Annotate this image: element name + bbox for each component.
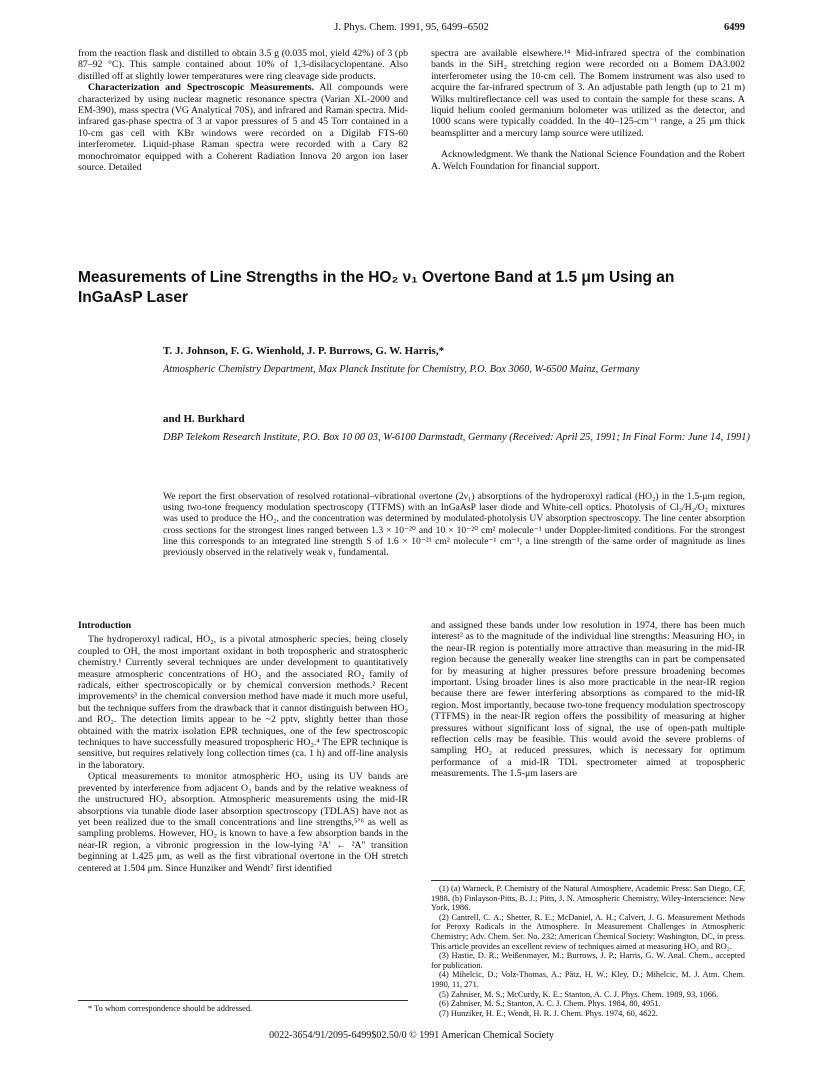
intro-paragraph-1: The hydroperoxyl radical, HO₂, is a pivotal atmospheric species, being closely coupled to OH, the most important oxidant in both tropospheric and stratospheric chemistry.¹ Currently several techniques are under development to quantitatively measure atmospheric concentrations of HO₂ and the associated RO₂ family of radicals, either spectroscopically or by chemical conversion methods.² Recent improvements³ in the chemical conversion method have made it much more useful, but the technique suffers from the drawback that it cannot distinguish between HO₂ and RO₂. The detection limits appear to be ~2 pptv, slightly better than those obtained with the matrix isolation EPR techniques, one of the few spectroscopic techniques to have successfully measured tropospheric HO₂.⁴ The EPR technique is sensitive, but requires relatively long collection times (ca. 1 h) and off-line analysis in the laboratory.	[78, 634, 408, 771]
title-line-1: Measurements of Line Strengths in the HO₂ ν₁ Overtone Band at 1.5 μm Using an	[78, 269, 675, 286]
reference-item: (6) Zahniser, M. S.; Stanton, A. C. J. Chem. Phys. 1984, 80, 4951.	[439, 999, 661, 1009]
footnote-text: * To whom correspondence should be addressed.	[88, 1004, 253, 1013]
intro-right-column	[431, 620, 745, 780]
affiliation-secondary: DBP Telekom Research Institute, P.O. Box 10 00 03, W-6100 Darmstadt, Germany (Received: April 25, 1991; In Final Form: June 14, 1991)	[163, 432, 750, 443]
prev-article-left-column	[78, 48, 408, 173]
title-line-2: InGaAsP Laser	[78, 289, 188, 306]
references	[431, 880, 745, 1018]
characterization-paragraph	[78, 82, 408, 173]
reference-item: (7) Hunziker, H. E.; Wendt, H. R. J. Chem. Phys. 1974, 60, 4622.	[439, 1008, 658, 1018]
reference-item: (3) Hastie, D. R.; Weißenmayer, M.; Burrows, J. P.; Harris, G. W. Anal. Chem., accepted for publication.	[431, 951, 745, 970]
prev-article-right-column	[431, 48, 745, 172]
authors-secondary: and H. Burkhard	[163, 413, 245, 425]
acknowledgment: Acknowledgment. We thank the National Science Foundation and the Robert A. Welch Foundation for financial support.	[431, 149, 745, 172]
run-in-heading: Characterization and Spectroscopic Measurements.	[88, 82, 315, 94]
reference-item: (1) (a) Warneck, P. Chemistry of the Natural Atmosphere, Academic Press: San Diego, CF, 1988. (b) Finlayson-Pitts, B. J.; Pitts, J. N. Atmospheric Chemistry, Wiley-Interscience: New York, 1986.	[431, 884, 745, 913]
prev-paragraph: from the reaction flask and distilled to obtain 3.5 g (0.035 mol, yield 42%) of 3 (pb 87–92 °C). This sample contained about 10% of 1,3-disilacyclopentane. Also distilled off at slightly lower temperatures were ring cleavage side products.	[78, 48, 408, 82]
reference-item: (2) Cantrell, C. A.; Shetter, R. E.; McDaniel, A. H.; Calvert, J. G. Measurement Methods for Peroxy Radicals in the Atmosphere. In Measurement Challenges in Atmospheric Chemistry; Adv. Chem. Ser. No. 232; American Chemical Society: Washington, DC, in press. This article provides an excellent review of techniques aimed at measuring HO₂ and RO₂.	[431, 912, 745, 951]
spectra-paragraph: spectra are available elsewhere.¹⁴ Mid-infrared spectra of the combination bands in the SiH₂ stretching region were recorded on a Bomem DA3.002 interferometer using the 10-cm cell. The Bomem instrument was also used to acquire the far-infrared spectrum of 3. An adjustable path length (up to 21 m) Wilks multireflectance cell was used to contain the sample for these scans. A liquid helium cooled germanium bolometer was utilized as the detector, and 1000 scans were typically coadded. In the 40–125-cm⁻¹ range, a 25 μm thick beamsplitter and a mercury lamp source were utilized.	[431, 48, 745, 139]
reference-item: (4) Mihelcic, D.; Volz-Thomas, A.; Pätz, H. W.; Kley, D.; Mihelcic, M. J. Atm. Chem. 1990, 11, 271.	[431, 970, 745, 989]
affiliation-primary: Atmospheric Chemistry Department, Max Planck Institute for Chemistry, P.O. Box 3060, W-6500 Mainz, Germany	[163, 364, 640, 375]
intro-paragraph-2: Optical measurements to monitor atmospheric HO₂ using its UV bands are prevented by interference from adjacent O₃ bands and by the relative weakness of the unstructured HO₂ absorption. Atmospheric measurements using the mid-IR absorptions via tunable diode laser absorption spectroscopy (TDLAS) have not as yet been realized due to the small concentrations and line strengths,⁵ʼ⁶ as well as sampling problems. However, HO₂ is known to have a few absorption bands in the near-IR region, a vibronic progression in the low-lying ²A′ ← ²A″ transition beginning at 1.425 μm, as well as the first vibrational overtone in the OH stretch centered at 1.504 μm. Since Hunziker and Wendt⁷ first identified	[78, 771, 408, 874]
abstract: We report the first observation of resolved rotational–vibrational overtone (2ν₁) absorptions of the hydroperoxyl radical (HO₂) in the 1.5-μm region, using two-tone frequency modulation spectroscopy (TTFMS) with an InGaAsP laser diode and White-cell optics. Photolysis of Cl₂/H₂/O₂ mixtures was used to produce the HO₂, and the concentration was determined by modulated-photolysis UV absorption spectroscopy. The line center absorption cross sections for the strongest lines ranged between 1.3 × 10⁻²⁰ and 10 × 10⁻²⁰ cm² molecule⁻¹ under Doppler-limited conditions. For the strongest line this corresponds to an integrated line strength S of 1.6 × 10⁻²¹ cm² molecule⁻¹ cm⁻¹, a line strength of the same order of magnitude as lines previously observed in the relatively weak ν₁ fundamental.	[163, 491, 745, 559]
page-number: 6499	[724, 22, 745, 33]
intro-left-column	[78, 620, 408, 874]
running-header	[78, 22, 745, 38]
journal-citation: J. Phys. Chem. 1991, 95, 6499–6502	[334, 22, 489, 33]
authors-primary: T. J. Johnson, F. G. Wienhold, J. P. Burrows, G. W. Harris,*	[163, 345, 445, 357]
copyright-line: 0022-3654/91/2095-6499$02.50/0 © 1991 American Chemical Society	[269, 1030, 554, 1041]
section-heading-introduction: Introduction	[78, 620, 132, 631]
reference-item: (5) Zahniser, M. S.; McCurdy, K. E.; Stanton, A. C. J. Phys. Chem. 1989, 93, 1066.	[439, 989, 719, 999]
correspondence-footnote	[78, 1000, 408, 1013]
intro-continuation: and assigned these bands under low resolution in 1974, there has been much interest² as to the magnitude of the individual line strengths: Measuring HO₂ in the near-IR region is potentially more attractive than measuring in the mid-IR region because the generally weaker line strengths can in part be compensated for by measuring at higher pressures before pressure broadening becomes important. Using broader lines is also more practicable in the near-IR region because there are fewer interfering absorptions as compared to the mid-IR region. Most importantly, because two-tone frequency modulation spectroscopy (TTFMS) in the near-IR region offers the possibility of measuring at higher pressures without significant loss of signal, the use of open-path multiple reflection cells may be feasible. This would avoid the severe problems of sampling HO₂ at reduced pressures, which is necessary for optimum performance of a mid-IR TDL spectrometer aimed at tropospheric measurements. The 1.5-μm lasers are	[431, 620, 745, 780]
characterization-text: All compounds were characterized by using nuclear magnetic resonance spectra (Varian XL-2000 and EM-390), mass spectra (VG Analytical 70S), and infrared and Raman spectra. Mid-infrared gas-phase spectra of 3 at vapor pressures of 5 and 45 Torr contained in a 10-cm gas cell with KBr windows were recorded on a Digilab FTS-60 interferometer. Liquid-phase Raman spectra were recorded with a Cary 82 monochromator equipped with a Coherent Radiation Innova 20 argon ion laser source. Detailed	[78, 82, 408, 174]
article-title	[78, 268, 745, 308]
